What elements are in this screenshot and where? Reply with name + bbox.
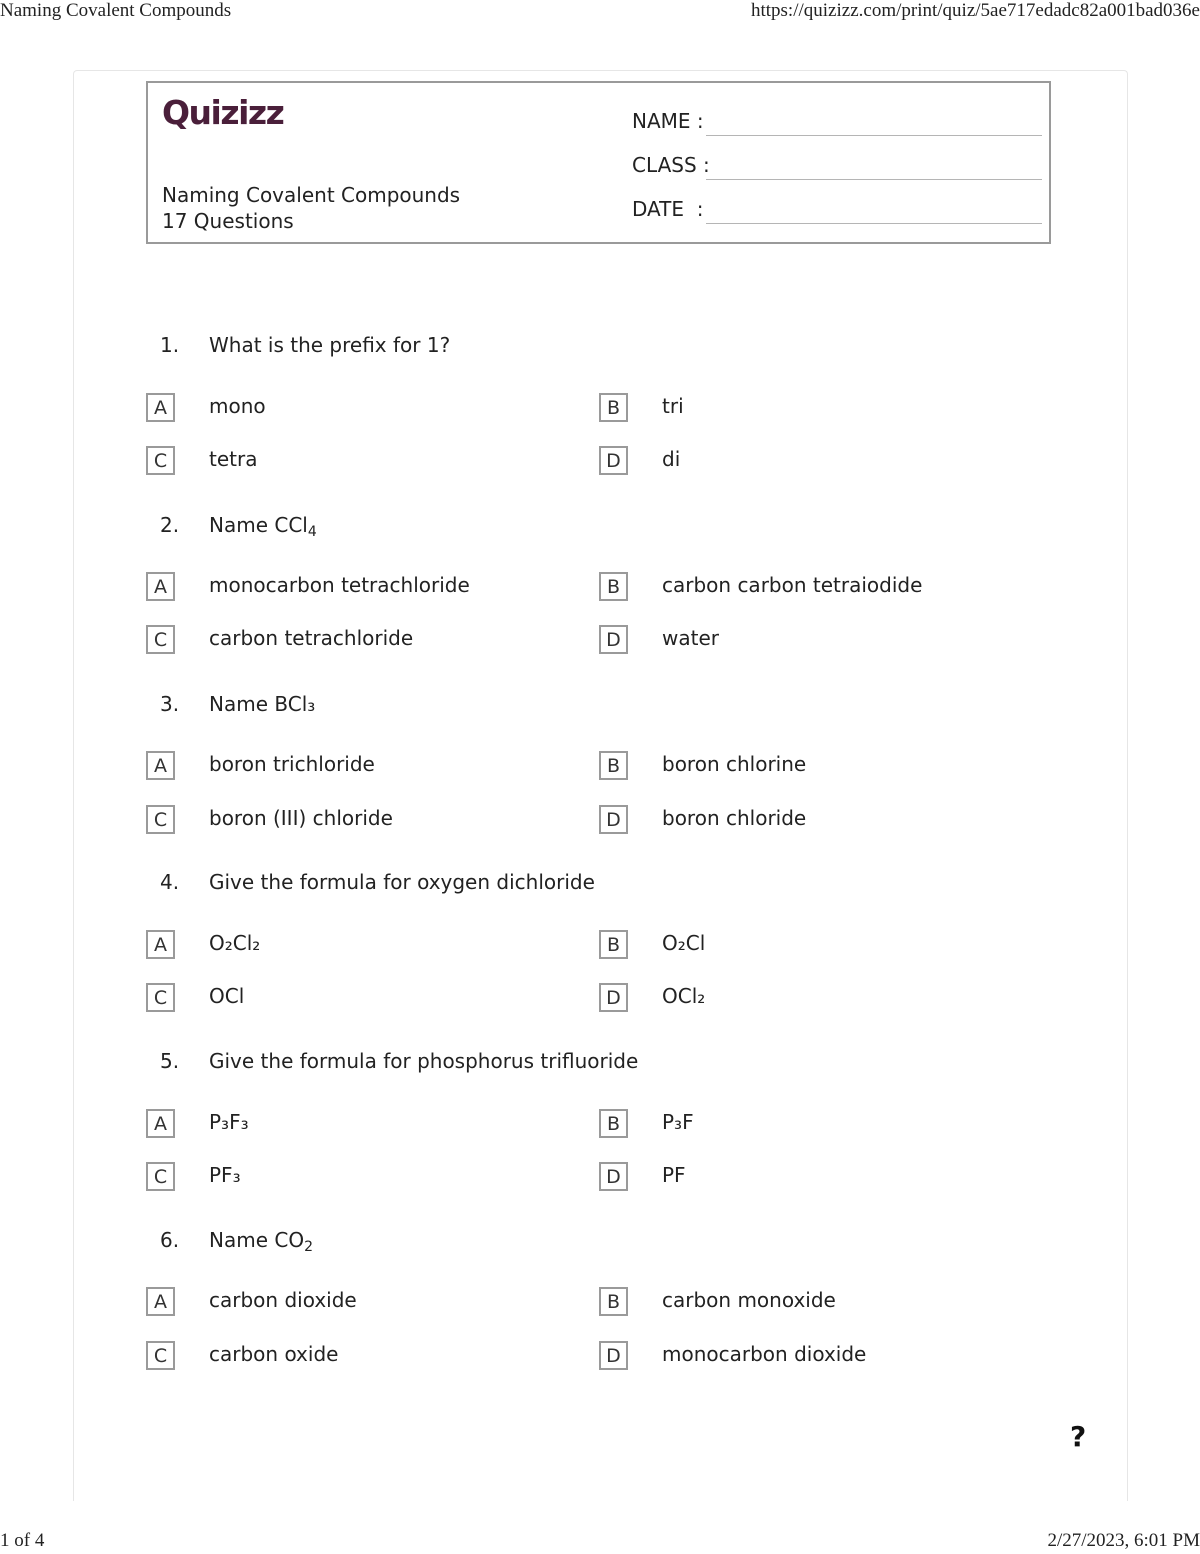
print-footer [0, 1530, 1200, 1554]
option-text: boron (III) chloride [209, 806, 393, 830]
option-letter: A [146, 1109, 175, 1138]
q5-option-a [146, 1109, 576, 1143]
q4-option-d [599, 983, 1029, 1017]
name-label: NAME : [632, 109, 704, 133]
option-letter: A [146, 393, 175, 422]
quiz-title: Naming Covalent Compounds [162, 183, 461, 207]
option-letter: A [146, 751, 175, 780]
option-text: carbon carbon tetraiodide [662, 573, 923, 597]
q6-option-a [146, 1287, 576, 1321]
date-line [706, 223, 1042, 224]
q1-option-d [599, 446, 1029, 480]
option-text: carbon dioxide [209, 1288, 357, 1312]
option-text: O₂Cl₂ [209, 931, 261, 955]
q1-option-b [599, 393, 1029, 427]
question-text [209, 1228, 313, 1255]
option-text: tetra [209, 447, 258, 471]
option-letter: B [599, 1287, 628, 1316]
q4-option-a [146, 930, 576, 964]
q3-option-a [146, 751, 576, 785]
option-text: boron chlorine [662, 752, 807, 776]
question-text: Give the formula for oxygen dichloride [209, 870, 595, 894]
q2-option-b [599, 572, 1029, 606]
print-datetime: 2/27/2023, 6:01 PM [1047, 1530, 1200, 1551]
class-line [706, 179, 1042, 180]
q5-option-b [599, 1109, 1029, 1143]
q6-option-d [599, 1341, 1029, 1375]
question-number: 3. [160, 692, 180, 716]
option-letter: C [146, 446, 175, 475]
print-page-url: https://quizizz.com/print/quiz/5ae717edadc82a001bad036e [750, 0, 1200, 21]
question-text: What is the prefix for 1? [209, 333, 451, 357]
question-number: 4. [160, 870, 180, 894]
option-letter: D [599, 1341, 628, 1370]
q3-option-b [599, 751, 1029, 785]
q1-option-c [146, 446, 576, 480]
option-text: O₂Cl [662, 931, 706, 955]
option-text: tri [662, 394, 684, 418]
name-field [632, 109, 1042, 139]
question-text [209, 513, 317, 540]
option-letter: D [599, 446, 628, 475]
class-label: CLASS : [632, 153, 710, 177]
question-count: 17 Questions [162, 209, 294, 233]
class-field [632, 153, 1042, 183]
option-letter: C [146, 625, 175, 654]
q1-option-a [146, 393, 576, 427]
q2-option-a [146, 572, 576, 606]
date-label: DATE : [632, 197, 704, 221]
option-letter: D [599, 805, 628, 834]
option-letter: C [146, 805, 175, 834]
option-text: mono [209, 394, 266, 418]
option-letter: B [599, 393, 628, 422]
option-text: OCl₂ [662, 984, 706, 1008]
q2-option-c [146, 625, 576, 659]
q3-option-d [599, 805, 1029, 839]
q2-option-d [599, 625, 1029, 659]
date-field [632, 197, 1042, 227]
question-number: 1. [160, 333, 180, 357]
q6-option-b [599, 1287, 1029, 1321]
name-line [706, 135, 1042, 136]
q5-option-c [146, 1162, 576, 1196]
option-text: PF₃ [209, 1163, 241, 1187]
option-text: P₃F₃ [209, 1110, 249, 1134]
option-text: OCl [209, 984, 245, 1008]
option-letter: C [146, 1162, 175, 1191]
option-text: carbon monoxide [662, 1288, 836, 1312]
print-header [0, 0, 1200, 26]
option-letter: A [146, 1287, 175, 1316]
q5-option-d [599, 1162, 1029, 1196]
option-text: P₃F [662, 1110, 694, 1134]
option-text: monocarbon dioxide [662, 1342, 867, 1366]
question-text-main: Name CO [209, 1228, 305, 1252]
question-text-main: Name CCl [209, 513, 308, 537]
option-letter: C [146, 983, 175, 1012]
option-letter: B [599, 572, 628, 601]
option-text: di [662, 447, 681, 471]
question-text: Give the formula for phosphorus trifluoride [209, 1049, 639, 1073]
question-number: 2. [160, 513, 180, 537]
option-letter: D [599, 983, 628, 1012]
option-text: boron trichloride [209, 752, 375, 776]
option-letter: D [599, 625, 628, 654]
q4-option-c [146, 983, 576, 1017]
option-text: PF [662, 1163, 686, 1187]
option-letter: B [599, 751, 628, 780]
option-text: carbon oxide [209, 1342, 339, 1366]
quiz-header-box [146, 81, 1051, 244]
question-number: 6. [160, 1228, 180, 1252]
quizizz-logo: Quizizz [162, 93, 284, 132]
q6-option-c [146, 1341, 576, 1375]
option-text: monocarbon tetrachloride [209, 573, 470, 597]
question-text-subscript: 2 [304, 1239, 313, 1255]
option-text: boron chloride [662, 806, 807, 830]
option-letter: D [599, 1162, 628, 1191]
q4-option-b [599, 930, 1029, 964]
page-count: 1 of 4 [0, 1530, 45, 1551]
question-text: Name BCl₃ [209, 692, 316, 716]
print-page-title: Naming Covalent Compounds [0, 0, 232, 21]
option-letter: A [146, 572, 175, 601]
option-text: water [662, 626, 719, 650]
option-letter: A [146, 930, 175, 959]
help-icon[interactable]: ? [1070, 1420, 1087, 1453]
option-letter: C [146, 1341, 175, 1370]
q3-option-c [146, 805, 576, 839]
option-text: carbon tetrachloride [209, 626, 414, 650]
question-text-subscript: 4 [307, 524, 317, 540]
option-letter: B [599, 1109, 628, 1138]
question-number: 5. [160, 1049, 180, 1073]
option-letter: B [599, 930, 628, 959]
